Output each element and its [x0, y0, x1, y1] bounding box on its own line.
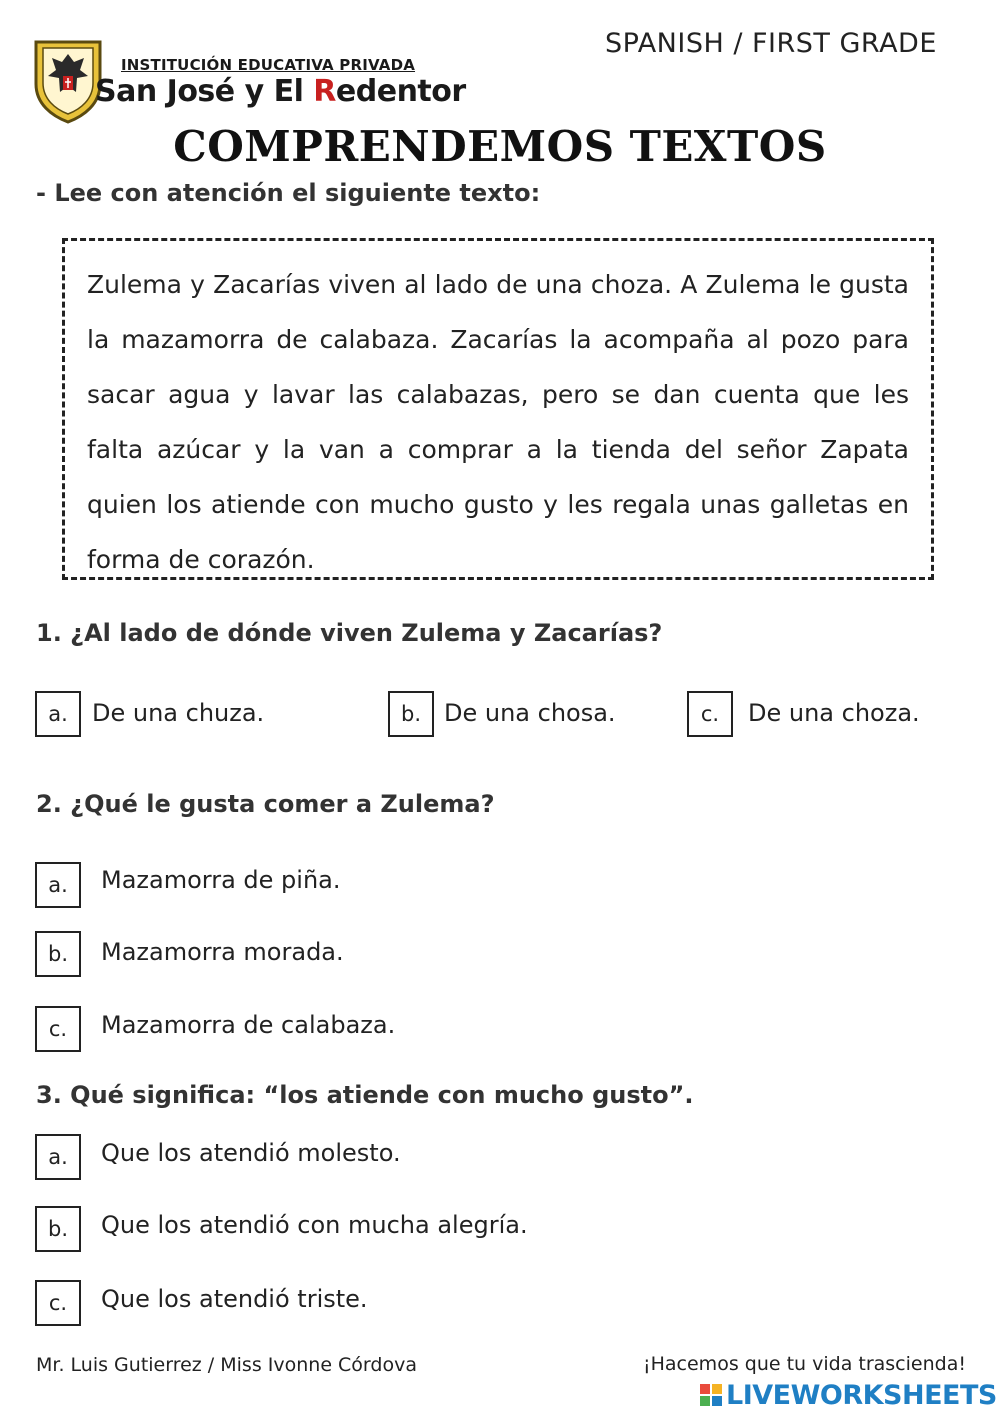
- reading-text: Zulema y Zacarías viven al lado de una choza. A Zulema le gusta la mazamorra de calabaza. Zacarías la acompaña al pozo para sacar agua y lavar las calabazas, pero se dan cuenta que les falta azúcar y la van a comprar a la tienda del señor Zapata quien los atiende con mucho gusto y les regala unas galletas en forma de corazón.: [87, 270, 909, 574]
- q3-option-a-box[interactable]: a.: [35, 1134, 81, 1180]
- institution-name: [95, 74, 466, 109]
- institution-name-r: R: [313, 74, 336, 109]
- teachers-credit: Mr. Luis Gutierrez / Miss Ivonne Córdova: [36, 1354, 417, 1376]
- school-motto: ¡Hacemos que tu vida trascienda!: [643, 1353, 966, 1375]
- q3-option-a-text: Que los atendió molesto.: [101, 1139, 401, 1167]
- q1-option-b-box[interactable]: b.: [388, 691, 434, 737]
- q1-option-a-box[interactable]: a.: [35, 691, 81, 737]
- institution-name-part1: San José y El: [95, 74, 314, 109]
- grade-label: SPANISH / FIRST GRADE: [605, 28, 937, 59]
- q3-option-b-box[interactable]: b.: [35, 1206, 81, 1252]
- liveworksheets-logo-icon: [700, 1384, 722, 1406]
- question-3: 3. Qué significa: “los atiende con mucho gusto”.: [36, 1081, 694, 1109]
- institution-name-part2: edentor: [335, 74, 466, 109]
- question-2: 2. ¿Qué le gusta comer a Zulema?: [36, 790, 495, 818]
- q1-option-b-text: De una chosa.: [444, 699, 616, 727]
- q2-option-a-box[interactable]: a.: [35, 862, 81, 908]
- q1-option-c-text: De una choza.: [748, 699, 920, 727]
- liveworksheets-brand[interactable]: [700, 1380, 997, 1410]
- q3-option-b-text: Que los atendió con mucha alegría.: [101, 1211, 528, 1239]
- institution-subtitle: INSTITUCIÓN EDUCATIVA PRIVADA: [121, 56, 416, 74]
- q3-option-c-box[interactable]: c.: [35, 1280, 81, 1326]
- q2-option-a-text: Mazamorra de piña.: [101, 866, 341, 894]
- q1-option-a-text: De una chuza.: [92, 699, 265, 727]
- q2-option-b-box[interactable]: b.: [35, 931, 81, 977]
- q2-option-c-text: Mazamorra de calabaza.: [101, 1011, 396, 1039]
- reading-text-box: [62, 238, 934, 580]
- q3-option-c-text: Que los atendió triste.: [101, 1285, 368, 1313]
- reading-instruction: - Lee con atención el siguiente texto:: [36, 179, 541, 207]
- question-1: 1. ¿Al lado de dónde viven Zulema y Zacarías?: [36, 619, 663, 647]
- q1-option-c-box[interactable]: c.: [687, 691, 733, 737]
- q2-option-b-text: Mazamorra morada.: [101, 938, 344, 966]
- school-shield-logo: [32, 38, 104, 124]
- page-title: COMPRENDEMOS TEXTOS: [173, 122, 827, 171]
- liveworksheets-text: LIVEWORKSHEETS: [726, 1379, 997, 1411]
- q2-option-c-box[interactable]: c.: [35, 1006, 81, 1052]
